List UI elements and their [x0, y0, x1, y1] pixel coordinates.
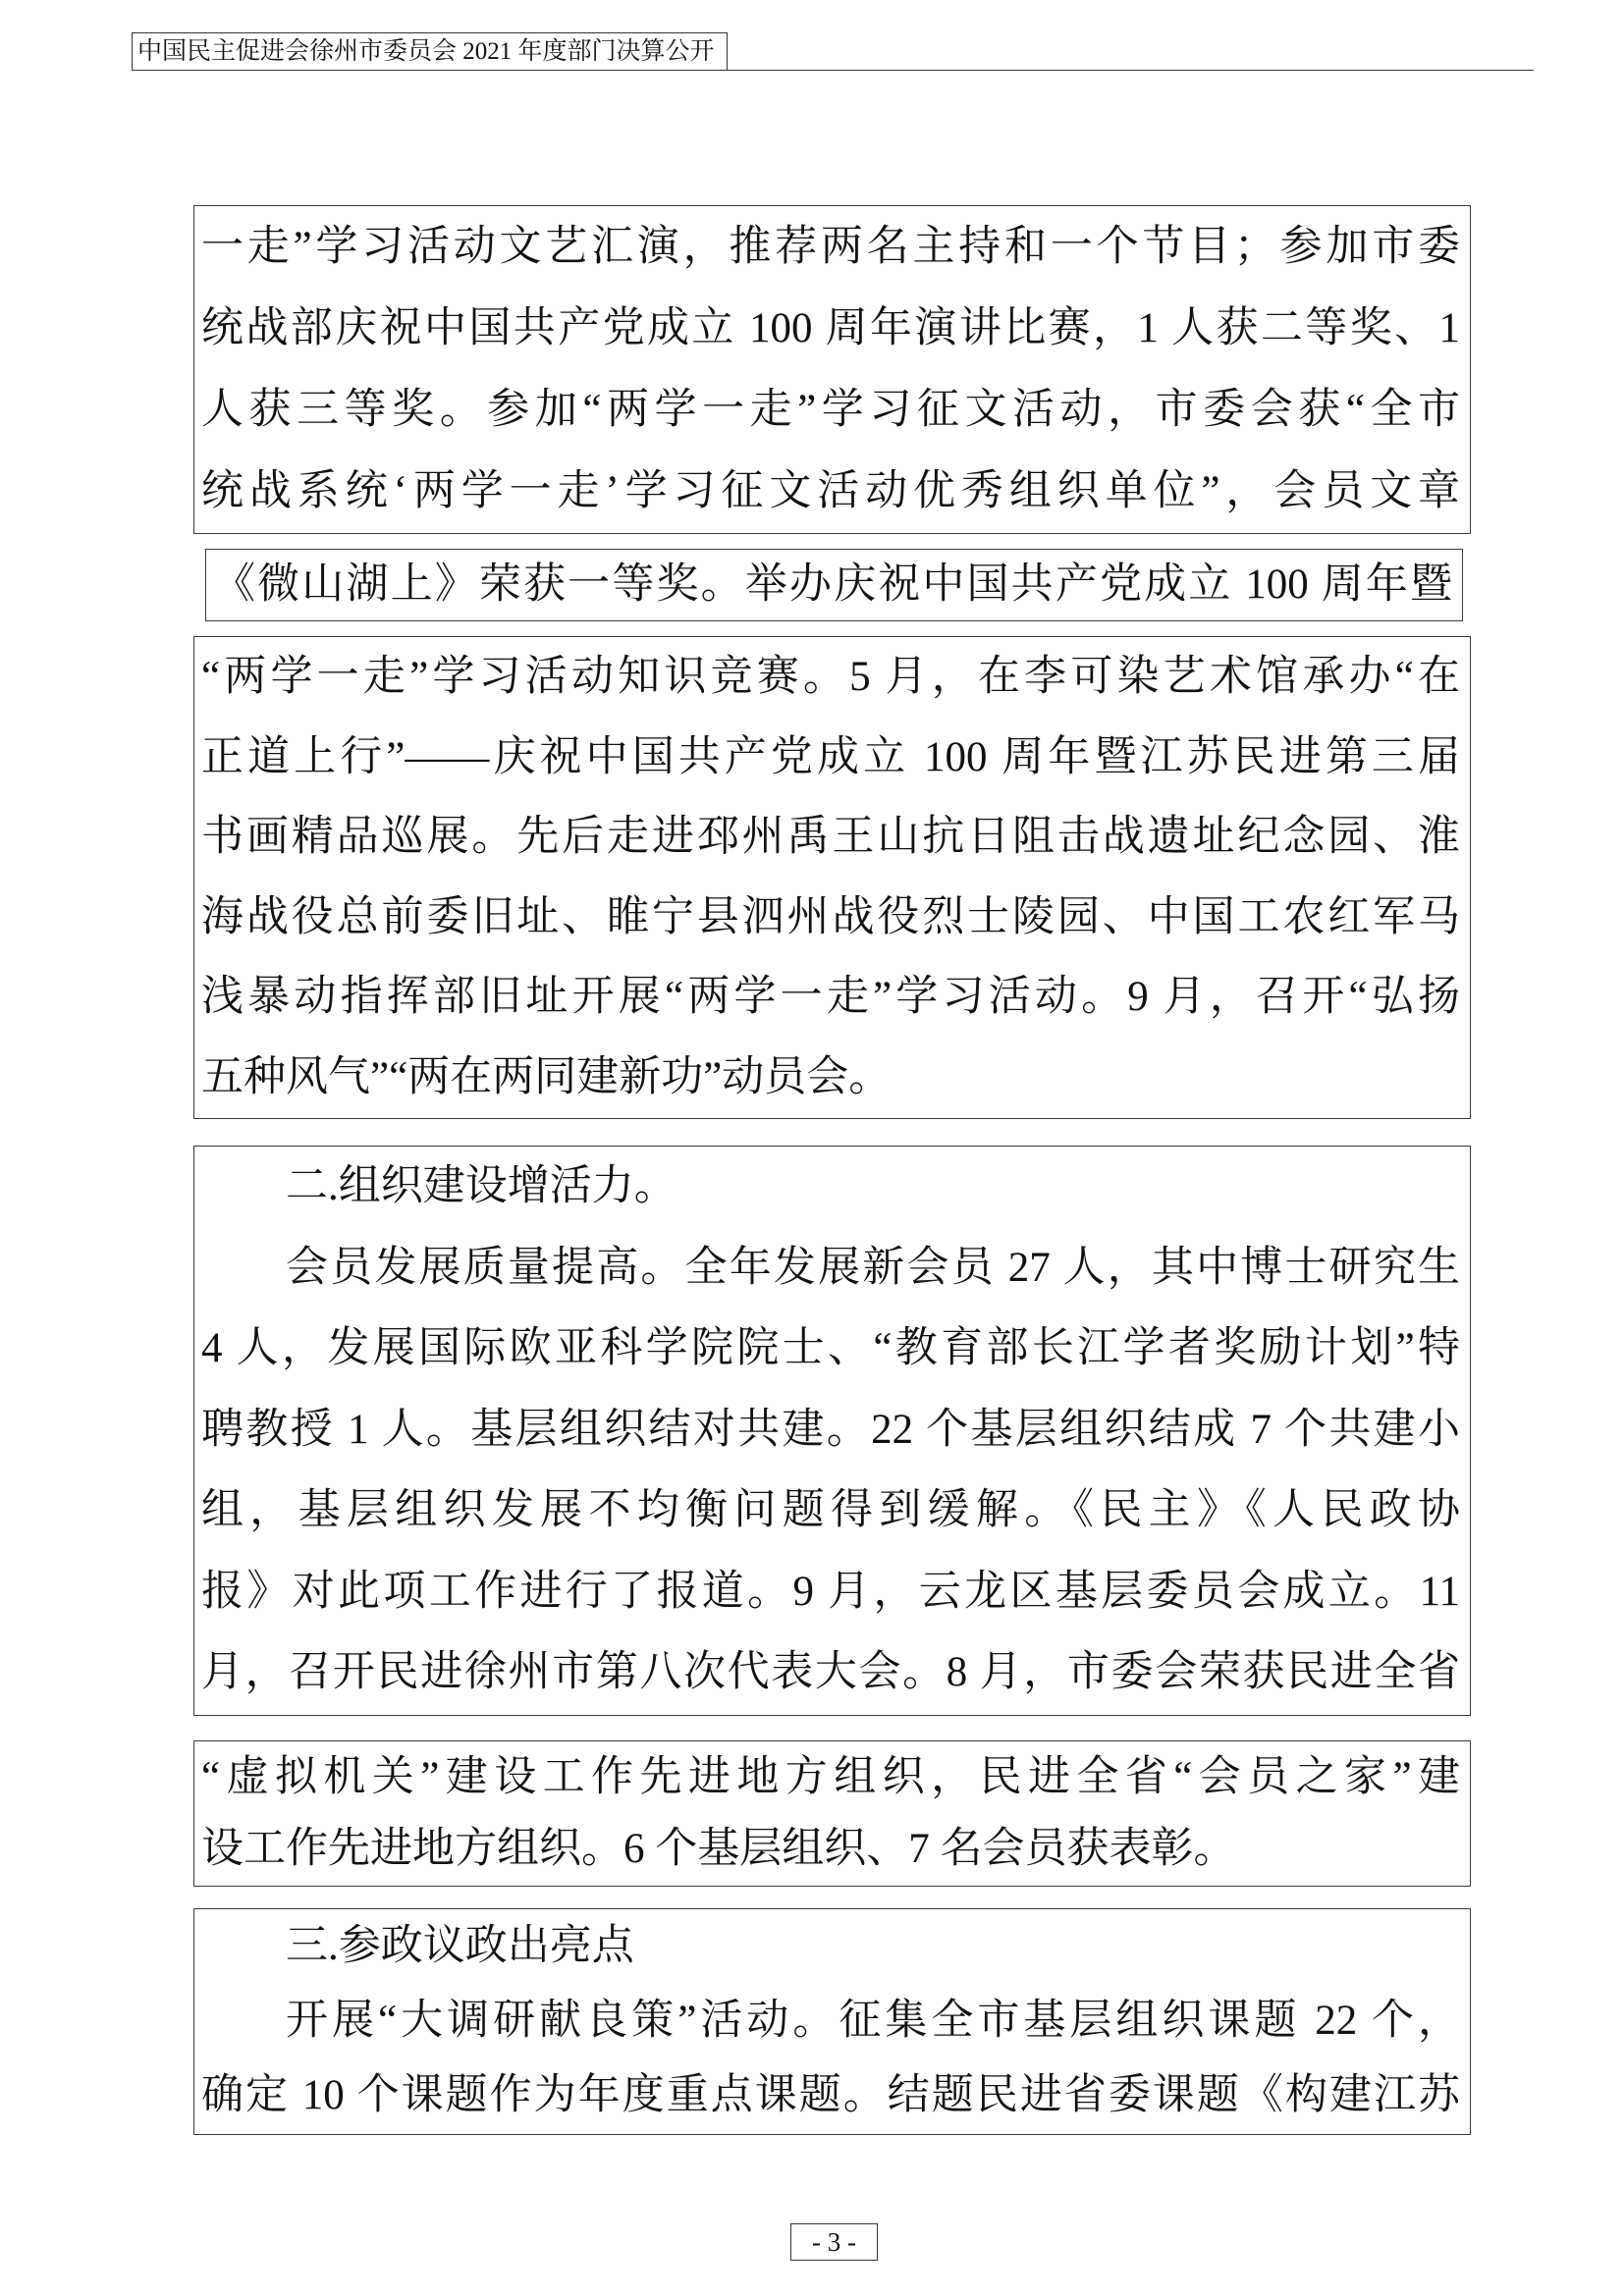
text-block — [193, 1908, 1471, 2135]
text-line: 统战部庆祝中国共产党成立 100 周年演讲比赛，1 人获二等奖、1 — [201, 305, 1460, 351]
text-block — [205, 549, 1463, 621]
header-rule — [132, 70, 1534, 71]
text-line: “两学一走”学习活动知识竞赛。5 月，在李可染艺术馆承办“在 — [201, 654, 1460, 700]
text-line: 会员发展质量提高。全年发展新会员 27 人，其中博士研究生 — [286, 1244, 1460, 1291]
text-line: 开展“大调研献良策”活动。征集全市基层组织课题 22 个， — [286, 1998, 1460, 2044]
text-line: 月，召开民进徐州市第八次代表大会。8 月，市委会荣获民进全省 — [201, 1649, 1460, 1695]
text-line: 报》对此项工作进行了报道。9 月，云龙区基层委员会成立。11 — [201, 1568, 1460, 1615]
section-heading: 二.组织建设增活力。 — [286, 1163, 677, 1209]
document-header-title: 中国民主促进会徐州市委员会 2021 年度部门决算公开 — [137, 38, 715, 65]
text-line: 正道上行”——庆祝中国共产党成立 100 周年暨江苏民进第三届 — [201, 733, 1460, 780]
page-number: - 3 - — [812, 2227, 856, 2257]
text-line: 设工作先进地方组织。6 个基层组织、7 名会员获表彰。 — [201, 1826, 1236, 1872]
document-header — [132, 32, 728, 71]
text-line: 《微山湖上》荣获一等奖。举办庆祝中国共产党成立 100 周年暨 — [213, 561, 1452, 608]
text-block — [193, 205, 1471, 534]
text-line: 确定 10 个课题作为年度重点课题。结题民进省委课题《构建江苏 — [201, 2072, 1460, 2118]
text-line: 一走”学习活动文艺汇演，推荐两名主持和一个节目；参加市委 — [201, 224, 1460, 270]
section-heading: 三.参政议政出亮点 — [286, 1923, 634, 1969]
text-line: 聘教授 1 人。基层组织结对共建。22 个基层组织结成 7 个共建小 — [201, 1406, 1460, 1453]
text-line: 五种风气”“两在两同建新功”动员会。 — [201, 1053, 892, 1100]
text-line: 浅暴动指挥部旧址开展“两学一走”学习活动。9 月，召开“弘扬 — [201, 974, 1460, 1020]
text-line: 4 人，发展国际欧亚科学院院士、“教育部长江学者奖励计划”特 — [201, 1325, 1460, 1371]
text-line: 书画精品巡展。先后走进邳州禹王山抗日阻击战遗址纪念园、淮 — [201, 814, 1460, 860]
text-block — [193, 636, 1471, 1119]
text-block — [193, 1146, 1471, 1716]
text-line: “虚拟机关”建设工作先进地方组织，民进全省“会员之家”建 — [201, 1754, 1460, 1800]
text-line: 统战系统‘两学一走’学习征文活动优秀组织单位”，会员文章 — [201, 468, 1460, 514]
text-line: 海战役总前委旧址、睢宁县泗州战役烈士陵园、中国工农红军马 — [201, 893, 1460, 940]
text-line: 人获三等奖。参加“两学一走”学习征文活动，市委会获“全市 — [201, 387, 1460, 433]
text-block — [193, 1740, 1471, 1887]
page-number-box — [790, 2223, 878, 2261]
text-line: 组，基层组织发展不均衡问题得到缓解。《民主》《人民政协 — [201, 1487, 1460, 1533]
